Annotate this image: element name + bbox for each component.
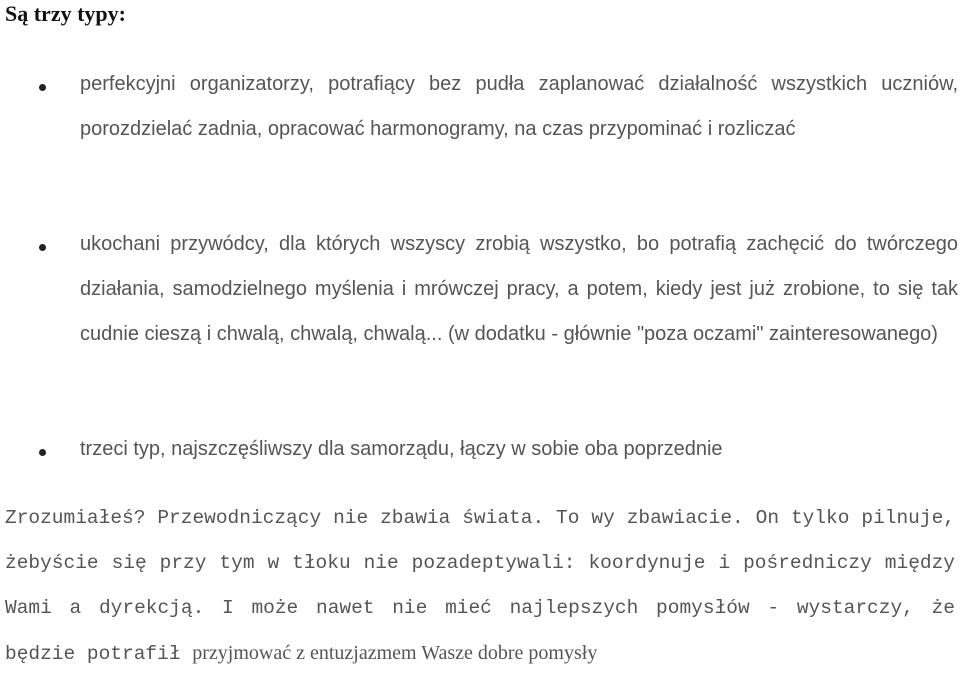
bullet-dot-icon xyxy=(39,449,46,456)
bullet-dot-icon xyxy=(39,244,46,251)
list-item-text: ukochani przywódcy, dla których wszyscy zrobią wszystko, bo potrafią zachęcić do twórczego działania, samodzielnego myślenia i mrówczej pracy, a potem, kiedy jest już zrobione, to się tak cudnie cieszą i chwalą, chwalą, chwalą... (w dodatku - głównie "poza oczami" zainteresowanego) xyxy=(80,233,958,345)
paragraph-text: Zrozumiałeś? Przewodniczący nie zbawia świata. To wy zbawiacie. On tylko pilnuje, żebyście się przy tym w tłoku nie pozadeptywali: koordynuje i pośredniczy między Wami a dyrekcją. I może nawet nie mieć najlepszych pomysłów - wystarczy, że będzie potrafił xyxy=(5,507,955,665)
list-item-text: trzeci typ, najszczęśliwszy dla samorządu, łączy w sobie oba poprzednie xyxy=(80,438,723,460)
list-item-text: perfekcyjni organizatorzy, potrafiący bez pudła zaplanować działalność wszystkich uczniów, porozdzielać zadnia, opracować harmonogramy, na czas przypominać i rozliczać xyxy=(80,73,958,140)
paragraph-tail-text: przyjmować z entuzjazmem Wasze dobre pomysły xyxy=(192,642,598,664)
bullet-dot-icon xyxy=(39,84,46,91)
section-heading: Są trzy typy: xyxy=(5,1,126,26)
summary-paragraph xyxy=(5,496,955,677)
